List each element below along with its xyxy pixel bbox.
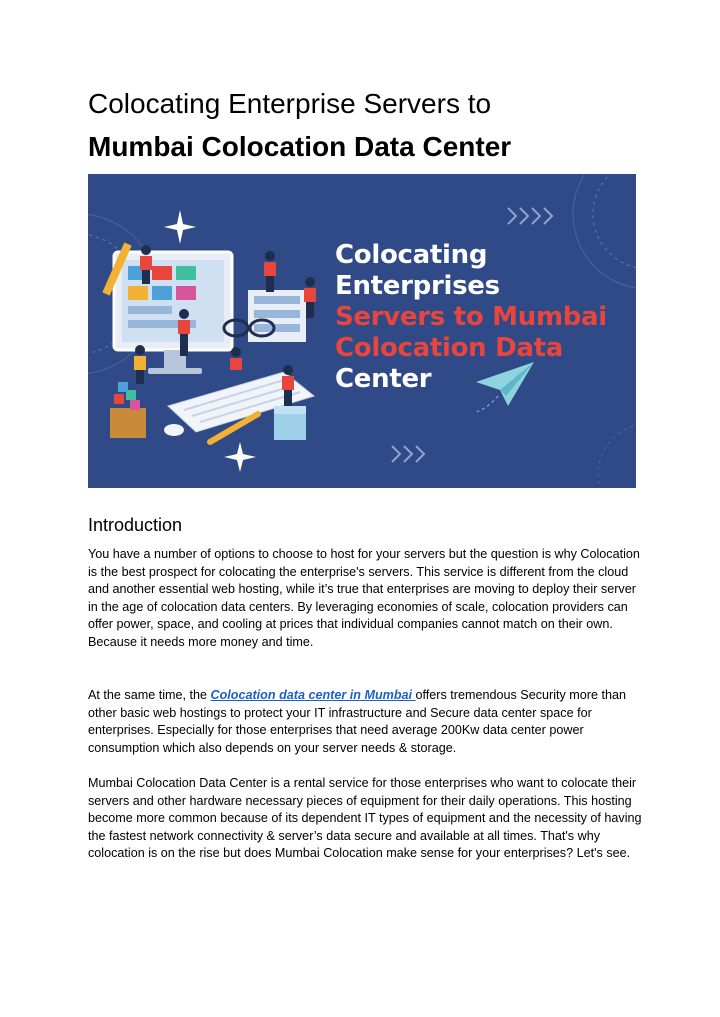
banner-heading bbox=[335, 240, 607, 395]
banner-line-3: Servers to Mumbai bbox=[335, 302, 607, 332]
paragraph-2-rest: offers tremendous Security more than other basic web hostings to protect your IT infrastructure and Secure data center space for enterprises. Especially for those enterprises that need average 200Kw data center power consumption which also depends on your server needs & storage. bbox=[88, 688, 626, 755]
banner-image bbox=[88, 174, 636, 488]
paragraph-3: Mumbai Colocation Data Center is a rental service for those enterprises who want to colocate their servers and other hardware necessary pieces of equipment for their daily operations. This hosting become more common because of its dependent IT types of equipment and the necessity of having the fastest network connectivity & server’s data secure and available at all times. That's why colocation is on the rise but does Mumbai Colocation make sense for your enterprises? Let's see. bbox=[88, 776, 642, 861]
cubes-illustration bbox=[110, 382, 146, 438]
document-title-line-1: Colocating Enterprise Servers to bbox=[88, 88, 492, 119]
banner-line-2: Enterprises bbox=[335, 271, 500, 301]
banner-line-5: Center bbox=[335, 364, 432, 394]
colocation-mumbai-link[interactable]: Colocation data center in Mumbai bbox=[210, 688, 416, 702]
banner-line-4: Colocation Data bbox=[335, 333, 564, 363]
paragraph-2-lead: At the same time, the bbox=[88, 688, 211, 702]
pedestal-illustration bbox=[274, 406, 306, 440]
banner-line-1: Colocating bbox=[335, 240, 488, 270]
section-heading-introduction: Introduction bbox=[88, 515, 183, 535]
monitor-illustration bbox=[114, 252, 232, 374]
paragraph-2 bbox=[88, 687, 648, 757]
document-title-line-2: Mumbai Colocation Data Center bbox=[88, 131, 512, 162]
paragraph-1: You have a number of options to choose to host for your servers but the question is why Colocation is the best prospect for colocating the enterprise's servers. This service is different from the cloud and another essential web hosting, while it’s true that enterprises are moving to deploy their server in the age of colocation data centers. By leveraging economies of scale, colocation providers can offer power, space, and cooling at prices that individual companies cannot match on their own. Because it needs more money and time. bbox=[88, 547, 640, 649]
